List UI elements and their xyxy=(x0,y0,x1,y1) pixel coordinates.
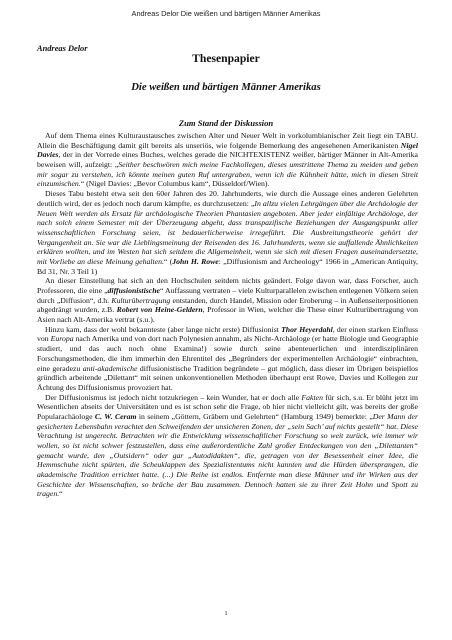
emphasized-name: John H. Rowe xyxy=(172,256,219,266)
italic-quote: Kulturübertragung xyxy=(111,295,171,305)
running-header: Andreas Delor Die weißen und bärtigen Männer Amerikas xyxy=(131,9,321,18)
text-run: “ Auffassung vertraten – viele Kulturparallelen zwischen entlegenen Völkern seien durch „Diffusion“, d.h. xyxy=(37,286,418,305)
text-run: Der Diffusionismus ist jedoch nicht totzukriegen – kein Wunder, hat er doch alle xyxy=(45,392,302,402)
emphasized-name: Robert von Heine-Geldern xyxy=(116,305,203,315)
text-run: , Professor in Wien, welcher die These einer Kulturübertragung von Asien nach Alt-Amerika vertrat (s.u.). xyxy=(37,305,418,325)
author-name: Andreas Delor xyxy=(37,44,88,53)
text-run: Hinzu kam, dass der wohl bekannteste (aber lange nicht erste) Diffusionist xyxy=(45,324,282,334)
body-paragraph xyxy=(37,393,418,500)
italic-quote: Fakten xyxy=(301,392,323,402)
text-run: in seinem „Göttern, Gräbern und Gelehrten“ (Hamburg 1949) bemerkte: „ xyxy=(136,411,373,421)
italic-quote: Europa xyxy=(50,334,74,344)
text-run: : „Diffusionism and Archeology“ 1966 in „American Antiquity, Bd 31, Nr. 3 Teil 1) xyxy=(37,256,418,276)
section-heading: Zum Stand der Diskussion xyxy=(178,118,274,128)
document-title: Thesenpapier xyxy=(192,52,260,65)
text-run: “ xyxy=(59,489,63,499)
text-run: nach Amerika und von dort nach Polynesien annahm, als Nicht-Archäologe (er hatte Biologie und Geographie studiert, und das auch noch ohne Examina!) sowie durch seine abenteuerlichen und interdisziplinären Forschungsmethoden, die ihm immerhin den Ehrentitel des „Begründers der experimentellen Archäologie“ einbrachten, eine geradezu xyxy=(37,334,419,373)
italic-quote: anti-akademische xyxy=(82,363,138,373)
body-paragraph xyxy=(37,131,418,189)
body-paragraph xyxy=(37,325,418,393)
text-run: An dieser Einstellung hat sich an den Hochschulen seitdem nichts geändert. Folge davon war, dass Forscher, auch Professoren, die eine „ xyxy=(37,276,418,295)
italic-quote: Der Mann der gesicherten Lebensbahn verachtet den Schweifenden der unsicheren Zonen, der „sein Sach’ auf nichts gestellt“ hat. Diese Verachtung ist ungerecht. Betrachten wir die Entwicklung wissenschaftlicher Forschung so weit zurück, wie immer wir wollen, so ist nicht schwer festzustellen, dass eine außerordentliche Zahl großer Entdeckungen von den „Dilettanten“ gemacht wurde, den „Outsidern“ oder gar „Autodidakten“, die, getragen von der Besessenheit einer Idee, die Hemmschuhe nicht spürten, die Scheuklappen des Spezialistentums nicht kannten und die Hürden übersprangen, die akademische Tradition errichtet hatte. (...) Die Reihe ist endlos. Entfernte man diese Männer und ihr Wirken aus der Geschichte der Wissenschaften, so bräche der Bau zusammen. Dennoch hatten sie zu ihrer Zeit Hohn und Spott zu tragen. xyxy=(37,411,418,499)
text-run: entstanden, durch Handel, Mission oder Eroberung – in Außenseiterpositionen abgedrängt wurden, z.B. xyxy=(37,295,418,315)
text-run: , der in der Vorrede eines Buches, welches gerade die NICHTEXISTENZ weißer, bärtiger Männer in Alt-Amerika beweisen will, aufzeigt: „ xyxy=(37,150,418,170)
body-paragraph xyxy=(37,189,418,276)
emphasized-name: C. W. Ceram xyxy=(94,411,137,421)
emphasized-name: Nigel Davies xyxy=(37,140,418,160)
text-run: , der einen starken Einfluss von xyxy=(37,324,418,344)
text-run: “ ( xyxy=(163,256,173,266)
document-subtitle: Die weißen und bärtigen Männer Amerikas xyxy=(131,82,321,93)
text-run: diffusionistische Tradition begründete – gut möglich, dass dieser im Übrigen beispiellos gründlich arbeitende „Dilettant“ mit seinen unkonventionellen Methoden überhaupt erst Rowe, Davies und Kollegen zur Ächtung des Diffusionismus provoziert hat. xyxy=(37,363,419,392)
italic-quote: Seither beschwören mich meine Fachkollegen, dieses umstrittene Thema zu meiden und geben mir sogar zu verstehen, ich könnte meinen guten Ruf untergraben, wenn ich die Kühnheit hätte, mich in diesen Streit einzumischen. xyxy=(37,160,418,189)
emphasized-name: Thor Heyerdahl xyxy=(281,324,333,334)
text-run: für sich, s.u. Er blüht jetzt im Wesentlichen abseits der Universitäten und es ist schon sehr die Frage, ob hier nicht vielleicht gilt, was bereits der große Popularachäologe xyxy=(37,392,419,421)
text-run: Dieses Tabu besteht etwa seit den 60er Jahren des 20. Jahrhunderts, wie durch die Aussage eines anderen Gelehrten deutlich wird, der es jedoch noch darum kämpfte, es durchzusetzen: „ xyxy=(37,189,418,208)
body-paragraph xyxy=(37,276,418,324)
italic-quote: In allzu vielen Lehrgängen über die Archäologie der Neuen Welt werden als Ersatz für archäologische Theorien Phantasien angeboten. Aber jeder einfältige Archäologe, der nach solch einem Semester mit der Überzeugung abgeht, dass transpazifische Beziehungen der Ausgangspunkt aller wissenschaftlichen Forschung seien, ist bedauerlicherweise irregeführt. Die Ausbreitungstheorie gehört der Vergangenheit an. Sie war die Lieblingsmeinung der Reisenden des 16. Jahrhunderts, wenn sie auffallende Ähnlichkeiten erklären wollten, und im Westen hat sich seitdem die Allgemeinheit, wenn sie sich mit diesen Fragen auseinandersetzte, mit Vorliebe an diese Meinung gehalten. xyxy=(37,198,418,266)
page-number: 1 xyxy=(224,610,228,617)
emphasized-name: diffusionistische xyxy=(107,286,160,295)
text-run: Auf dem Thema eines Kulturaustausches zwischen Alter und Neuer Welt in vorkolumbianischer Zeit liegt ein TABU. Allein die Beschäftigung damit gilt bereits als unseriös, wie folgende Bemerkung des angesehenen Amerikanisten xyxy=(37,131,418,150)
text-run: “ (Nigel Davies: „Bevor Columbus kam“, Düsseldorf/Wien). xyxy=(80,179,270,189)
body-text xyxy=(37,131,418,499)
